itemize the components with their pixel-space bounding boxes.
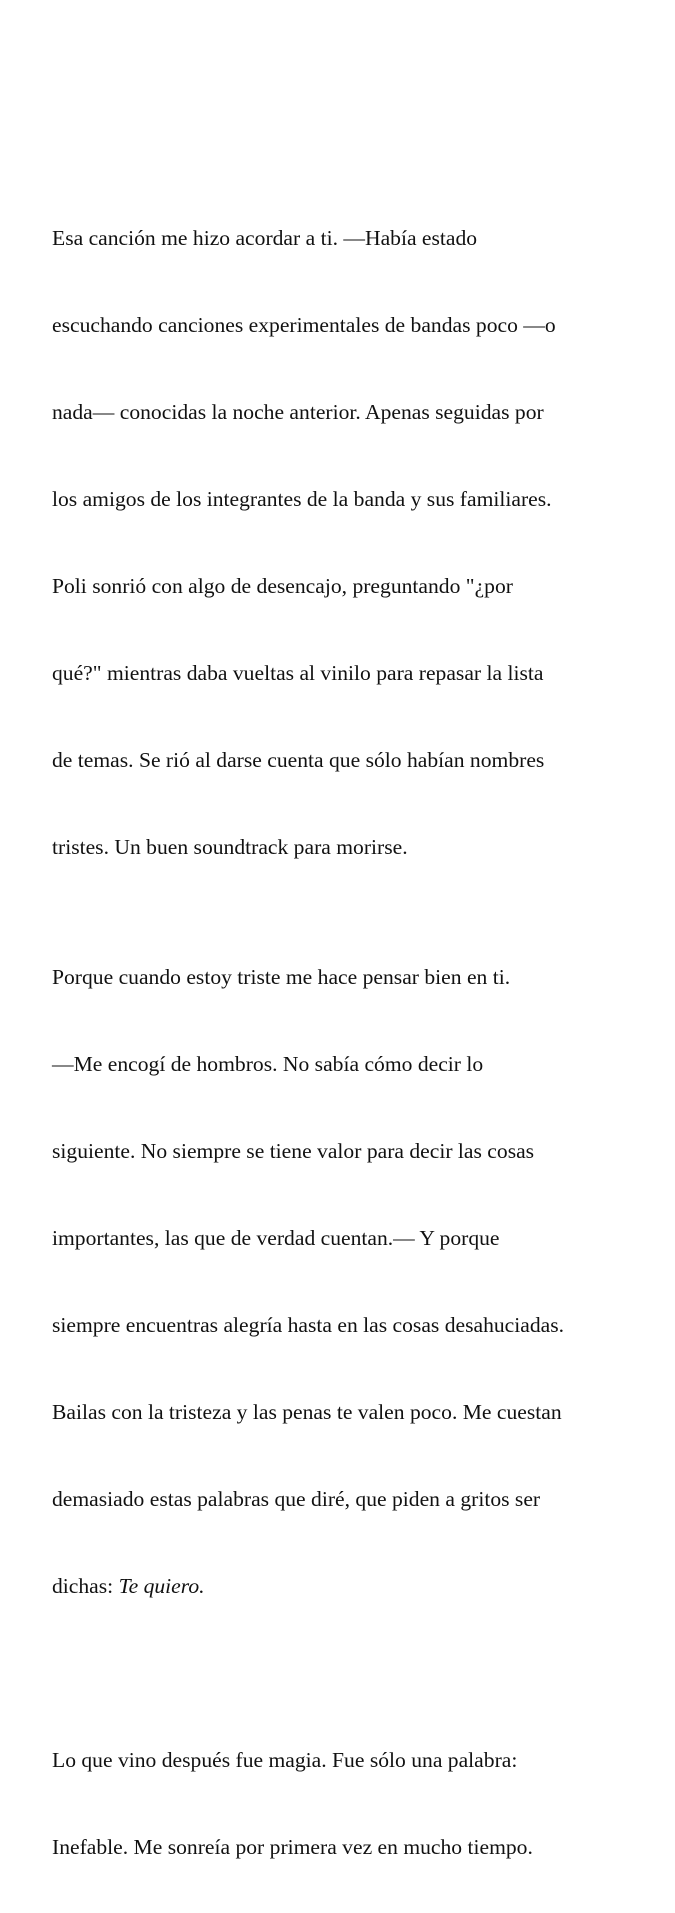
- paragraph-3: [52, 1696, 652, 1913]
- text-line: siguiente. No siempre se tiene valor para decir las cosas: [52, 1130, 652, 1174]
- text-line: Bailas con la tristeza y las penas te valen poco. Me cuestan: [52, 1391, 652, 1435]
- text-line: tristes. Un buen soundtrack para morirse.: [52, 826, 652, 870]
- text-line: nada— conocidas la noche anterior. Apenas seguidas por: [52, 391, 652, 435]
- italic-phrase: Te quiero.: [119, 1574, 205, 1598]
- text-line: siempre encuentras alegría hasta en las cosas desahuciadas.: [52, 1304, 652, 1348]
- paragraph-2: [52, 913, 652, 1653]
- text-page: [52, 173, 652, 1913]
- paragraph-gap: [52, 1652, 652, 1696]
- text-line: Esa canción me hizo acordar a ti. —Había estado: [52, 217, 652, 261]
- text-line: —Me encogí de hombros. No sabía cómo decir lo: [52, 1043, 652, 1087]
- text-line: Poli sonrió con algo de desencajo, preguntando "¿por: [52, 565, 652, 609]
- paragraph-1: [52, 173, 652, 913]
- text-line-final: [52, 1565, 652, 1609]
- text-line: Porque cuando estoy triste me hace pensar bien en ti.: [52, 956, 652, 1000]
- text-line-prefix: dichas:: [52, 1574, 119, 1598]
- text-line: qué?" mientras daba vueltas al vinilo para repasar la lista: [52, 652, 652, 696]
- text-line: demasiado estas palabras que diré, que piden a gritos ser: [52, 1478, 652, 1522]
- text-line: Lo que vino después fue magia. Fue sólo una palabra:: [52, 1739, 652, 1783]
- text-line: importantes, las que de verdad cuentan.— Y porque: [52, 1217, 652, 1261]
- text-line: los amigos de los integrantes de la banda y sus familiares.: [52, 478, 652, 522]
- text-line: Inefable. Me sonreía por primera vez en mucho tiempo.: [52, 1826, 652, 1870]
- text-line: de temas. Se rió al darse cuenta que sólo habían nombres: [52, 739, 652, 783]
- text-line: escuchando canciones experimentales de bandas poco —o: [52, 304, 652, 348]
